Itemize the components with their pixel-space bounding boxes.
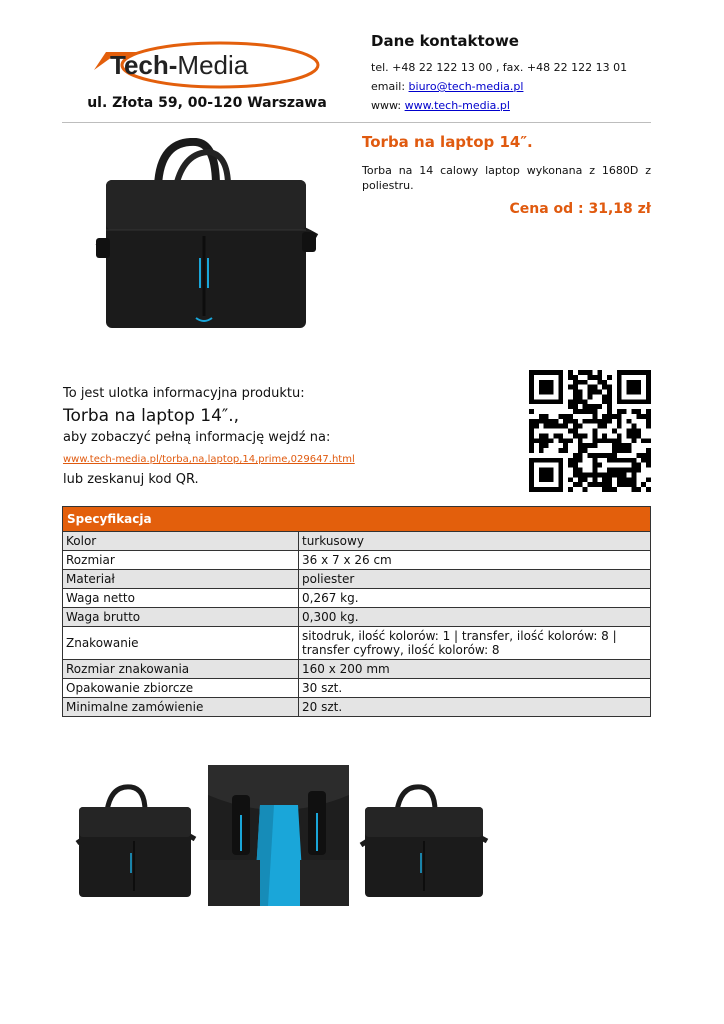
company-address: ul. Złota 59, 00-120 Warszawa xyxy=(87,95,327,111)
leaflet-url-line xyxy=(63,453,503,467)
leaflet-visit-text: aby zobaczyć pełną informację wejdź na: xyxy=(63,430,331,445)
tech-media-logo xyxy=(92,40,322,90)
header-divider xyxy=(62,122,651,123)
thumbnail-zipper-detail[interactable] xyxy=(208,765,349,906)
spec-key: Waga brutto xyxy=(63,608,299,627)
leaflet-info xyxy=(63,385,503,489)
spec-table-header: Specyfikacja xyxy=(63,507,651,532)
spec-row xyxy=(63,627,651,660)
spec-row xyxy=(63,570,651,589)
spec-key: Materiał xyxy=(63,570,299,589)
product-photo-bag xyxy=(88,138,328,333)
spec-key: Znakowanie xyxy=(63,627,299,660)
spec-key: Rozmiar znakowania xyxy=(63,660,299,679)
product-title: Torba na laptop 14″. xyxy=(362,133,533,151)
spec-row xyxy=(63,698,651,717)
spec-value: 20 szt. xyxy=(299,698,651,717)
leaflet-qr-text: lub zeskanuj kod QR. xyxy=(63,472,199,487)
thumbnail-bag-front[interactable] xyxy=(67,783,202,903)
spec-key: Opakowanie zbiorcze xyxy=(63,679,299,698)
spec-value: 160 x 200 mm xyxy=(299,660,651,679)
spec-key: Kolor xyxy=(63,532,299,551)
thumbnail-bag-angle[interactable] xyxy=(353,783,495,903)
spec-value: 0,300 kg. xyxy=(299,608,651,627)
qr-code xyxy=(529,370,651,492)
spec-table xyxy=(62,506,651,717)
spec-row xyxy=(63,679,651,698)
logo-text-tech: Tech- xyxy=(110,50,178,80)
spec-row xyxy=(63,532,651,551)
spec-row xyxy=(63,551,651,570)
spec-key: Rozmiar xyxy=(63,551,299,570)
leaflet-intro: To jest ulotka informacyjna produktu: xyxy=(63,386,305,401)
product-url-link[interactable]: www.tech-media.pl/torba,na,laptop,14,prime,029647.html xyxy=(63,454,355,465)
email-link[interactable]: biuro@tech-media.pl xyxy=(408,80,524,93)
contact-title: Dane kontaktowe xyxy=(371,32,519,50)
spec-value: poliester xyxy=(299,570,651,589)
www-line xyxy=(371,96,671,115)
phone-fax-line: tel. +48 22 122 13 00 , fax. +48 22 122 13 01 xyxy=(371,61,628,74)
spec-value: 30 szt. xyxy=(299,679,651,698)
contact-box xyxy=(371,32,671,115)
logo-text-media: Media xyxy=(177,50,249,80)
spec-key: Minimalne zamówienie xyxy=(63,698,299,717)
spec-value: sitodruk, ilość kolorów: 1 | transfer, ilość kolorów: 8 | transfer cyfrowy, ilość kolorów: 8 xyxy=(299,627,651,660)
leaflet-product-name: Torba na laptop 14″., xyxy=(63,406,240,426)
spec-table-body xyxy=(63,532,651,717)
spec-value: 0,267 kg. xyxy=(299,589,651,608)
product-price: Cena od : 31,18 zł xyxy=(509,201,651,217)
svg-text:Tech-Media xyxy=(110,50,249,80)
spec-row xyxy=(63,660,651,679)
www-link[interactable]: www.tech-media.pl xyxy=(404,99,510,112)
spec-row xyxy=(63,589,651,608)
spec-row xyxy=(63,608,651,627)
email-line xyxy=(371,77,671,96)
www-label: www: xyxy=(371,99,405,112)
email-label: email: xyxy=(371,80,409,93)
product-description: Torba na 14 calowy laptop wykonana z 1680D z poliestru. xyxy=(362,164,651,192)
spec-value: turkusowy xyxy=(299,532,651,551)
spec-key: Waga netto xyxy=(63,589,299,608)
spec-value: 36 x 7 x 26 cm xyxy=(299,551,651,570)
